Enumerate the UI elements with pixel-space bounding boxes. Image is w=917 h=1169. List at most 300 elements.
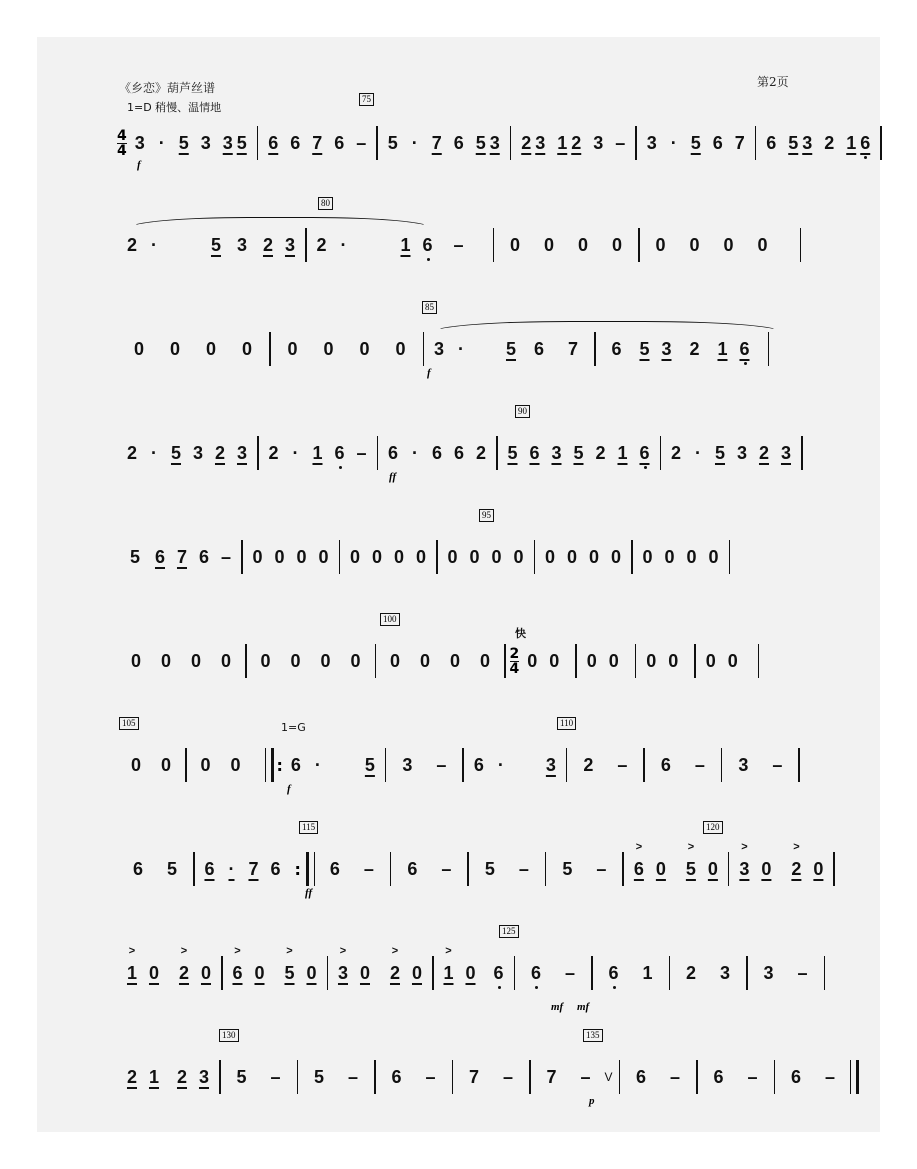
jianpu-note: 5 [236,1066,247,1087]
bar-number: 110 [557,717,576,730]
bar-line [758,644,760,678]
measure [344,541,432,573]
jianpu-note: 0 [200,754,211,775]
bar-line [257,436,259,470]
jianpu-note: 0 [220,650,231,671]
bar-line [306,852,315,886]
jianpu-note: – [797,962,808,983]
measure [628,853,724,885]
jianpu-note: 6 [329,858,340,879]
jianpu-note: 6 [290,132,301,153]
jianpu-note: 3 [593,132,604,153]
measure [726,749,794,781]
jianpu-note: > 6 [628,859,650,880]
bar-line [375,644,377,678]
bar-line [696,1060,698,1094]
jianpu-note: 0 [610,546,621,567]
measure [129,127,253,159]
jianpu-note: > 2 [785,859,807,880]
jianpu-note: 2 [758,442,769,463]
measure [649,749,717,781]
jianpu-note: 0 [757,234,768,255]
jianpu-note: 6 [198,546,209,567]
jianpu-note: 6 [453,442,464,463]
jianpu-note: 0 [287,338,298,359]
measure [665,437,797,469]
jianpu-note: 6 [391,1066,402,1087]
bar-number: 85 [422,301,437,314]
measure [227,957,323,989]
jianpu-note: 5 [129,546,140,567]
jianpu-note: > 1 [438,963,460,984]
bar-line [566,748,568,782]
jianpu-note: 6 [329,443,351,464]
bar-line [462,748,464,782]
jianpu-note: 0 [543,234,554,255]
bar-line [327,956,329,990]
measure [515,127,631,159]
bar-line [496,436,498,470]
jianpu-note: 2 [176,1066,187,1087]
measure [640,645,684,677]
jianpu-note: 0 [527,650,538,671]
bar-number: 95 [479,509,494,522]
jianpu-note: · [412,442,418,463]
bar-line [374,1060,376,1094]
jianpu-note: 0 [509,234,520,255]
measure [752,957,820,989]
jianpu-note: 0 [230,754,241,775]
jianpu-note: 0 [577,234,588,255]
bar-line [241,540,243,574]
jianpu-note: 1 [846,132,857,153]
bar-number: 90 [515,405,530,418]
jianpu-note: 7 [176,546,187,567]
dynamic-marking: ff [389,471,397,483]
bar-line [591,956,593,990]
jianpu-note: 3 [489,132,500,153]
jianpu-note: > 2 [384,963,406,984]
jianpu-note: 3 [192,442,203,463]
jianpu-note: – [441,858,452,879]
measure [641,127,751,159]
dynamic-marking: f [427,367,431,379]
jianpu-note: 5 [505,338,516,359]
jianpu-note: 0 [586,650,597,671]
jianpu-note: 7 [734,132,745,153]
measure [121,333,265,365]
jianpu-note: 0 [608,650,619,671]
score-title: 《乡恋》葫芦丝谱 [119,81,216,95]
bar-number: 75 [359,93,374,106]
bar-line [534,540,536,574]
jianpu-note: 0 [350,650,361,671]
jianpu-note: 6 [431,442,442,463]
dynamic-marking: mf [577,1001,590,1013]
bar-number: 120 [703,821,723,834]
bar-line [798,748,800,782]
jianpu-note: – [356,132,367,153]
jianpu-note: – [356,442,367,463]
measure [519,957,587,989]
bar-line [390,852,392,886]
bar-line [245,644,247,678]
measure [395,853,463,885]
jianpu-note: 5 [178,132,189,153]
jianpu-note: 3 [736,442,747,463]
jianpu-note: 6 [290,754,301,775]
jianpu-note: 0 [389,650,400,671]
jianpu-note: 0 [160,754,171,775]
jianpu-note: 0 [200,962,211,983]
jianpu-note: – [596,858,607,879]
jianpu-note: · [340,234,347,255]
jianpu-note: 0 [296,546,307,567]
jianpu-note: 0 [241,338,252,359]
jianpu-note: · [228,858,235,879]
jianpu-note: 0 [668,650,679,671]
jianpu-note: 3 [433,338,444,359]
jianpu-note: 6 [488,963,510,984]
bar-line [774,1060,776,1094]
jianpu-note: 1 [717,338,728,359]
jianpu-note: 0 [359,962,370,983]
bar-line [728,852,730,886]
jianpu-note: 0 [320,650,331,671]
bar-line [768,332,770,366]
bar-number: 80 [318,197,333,210]
bar-line [755,126,757,160]
bar-line [377,436,379,470]
jianpu-note: 0 [419,650,430,671]
jianpu-note: – [270,1066,281,1087]
jianpu-note: – [615,132,626,153]
bar-line [638,228,640,262]
jianpu-note: > 3 [733,859,755,880]
measure [550,853,618,885]
jianpu-note: 3 [780,442,791,463]
measure [263,437,373,469]
jianpu-note: 6 [854,133,876,154]
dynamic-marking: p [589,1095,595,1107]
measure [311,229,479,261]
jianpu-note: 5 [364,754,375,775]
jianpu-note: – [220,546,231,567]
jianpu-note: 0 [393,546,404,567]
measure [624,1061,692,1093]
jianpu-note: 0 [727,650,738,671]
measure [700,645,744,677]
bar-line [545,852,547,886]
jianpu-note: 6 [734,339,756,360]
jianpu-note: 2 [262,234,273,255]
jianpu-note: 3 [661,338,672,359]
jianpu-note: 6 [533,338,544,359]
jianpu-note: 1 [642,962,653,983]
jianpu-note: 5 [387,132,398,153]
measure [275,333,419,365]
jianpu-note: > 6 [227,963,249,984]
measure [382,437,492,469]
time-signature: 4 4 [117,127,127,159]
bar-line [219,1060,221,1094]
jianpu-note: 1 [557,132,568,153]
measure [380,1061,448,1093]
jianpu-note: 7 [468,1066,479,1087]
jianpu-note: – [617,754,628,775]
jianpu-note: – [518,858,529,879]
jianpu-note: 2 [571,132,582,153]
measure [121,437,253,469]
jianpu-note: 0 [148,962,159,983]
bar-line [436,540,438,574]
bar-line [635,126,637,160]
measure [498,229,634,261]
jianpu-note: 2 [521,132,532,153]
bar-line [575,644,577,678]
jianpu-note: 6 [597,963,631,984]
jianpu-note: – [694,754,705,775]
jianpu-note: 7 [431,132,442,153]
measure [121,853,189,885]
jianpu-note: > 2 [173,963,195,984]
jianpu-note: 3 [200,132,211,153]
jianpu-note: 3 [134,132,145,153]
bar-line [635,644,637,678]
jianpu-note: 2 [268,442,279,463]
jianpu-note: 2 [126,1066,137,1087]
measure [285,749,381,781]
jianpu-note: 1 [148,1066,159,1087]
measure [380,645,500,677]
jianpu-note: · [458,338,464,359]
jianpu-note: 7 [248,858,259,879]
jianpu-note: 2 [316,234,327,255]
jianpu-note: · [314,754,321,775]
jianpu-note: 0 [395,338,406,359]
jianpu-note: – [580,1066,591,1087]
time-signature: 2 4 [509,645,520,677]
jianpu-note: 5 [562,858,573,879]
jianpu-note: 2 [670,442,681,463]
bar-line [510,126,512,160]
jianpu-note: · [497,754,504,775]
jianpu-note: 2 [595,442,606,463]
jianpu-note: V [604,1070,613,1084]
measure [121,541,237,573]
jianpu-note: – [347,1066,358,1087]
jianpu-note: – [363,858,374,879]
measure [674,957,742,989]
jianpu-note: 5 [714,442,725,463]
bar-number: 100 [380,613,400,626]
jianpu-note: 6 [407,858,418,879]
jianpu-note: 0 [646,650,657,671]
jianpu-note: 6 [270,858,281,879]
jianpu-note: 7 [312,132,323,153]
bar-line [257,126,259,160]
measure [468,749,562,781]
bar-line [669,956,671,990]
bar-line [185,748,187,782]
jianpu-note: 0 [274,546,285,567]
bar-line [269,332,271,366]
jianpu-note: 0 [469,546,480,567]
key-change: 1=G [281,721,306,734]
bar-line [305,228,307,262]
jianpu-note: · [670,132,677,153]
bar-line [221,956,223,990]
jianpu-note: 6 [473,754,484,775]
measure [760,127,876,159]
jianpu-note: 0 [447,546,458,567]
bar-line [721,748,723,782]
bar-line [694,644,696,678]
measure [428,333,590,365]
measure [457,1061,525,1093]
measure [251,645,371,677]
jianpu-note: 5 [210,234,221,255]
bar-line [880,126,882,160]
jianpu-note: 0 [664,546,675,567]
jianpu-note: 0 [160,650,171,671]
dynamic-marking: ff [305,887,313,899]
jianpu-note: 3 [284,234,295,255]
jianpu-note: 0 [611,234,622,255]
jianpu-note: 0 [205,338,216,359]
measure [225,1061,293,1093]
jianpu-note: 6 [660,754,671,775]
jianpu-note: 0 [549,650,560,671]
jianpu-note: 3 [802,132,813,153]
jianpu-note: 6 [712,132,723,153]
jianpu-note: 3 [763,962,774,983]
jianpu-note: 3 [646,132,657,153]
jianpu-note: 1 [617,442,628,463]
jianpu-note: 3 [402,754,413,775]
measure [535,1061,615,1093]
jianpu-note: 0 [588,546,599,567]
jianpu-note: 5 [507,442,518,463]
measure [733,853,829,885]
jianpu-note: 3 [545,754,556,775]
jianpu-note: 7 [567,338,578,359]
jianpu-note: 2 [685,962,696,983]
jianpu-note: 3 [236,442,247,463]
bar-number: 105 [119,717,139,730]
jianpu-note: 6 [766,132,777,153]
jianpu-note: 6 [519,963,553,984]
jianpu-note: 6 [713,1066,724,1087]
jianpu-note: 0 [349,546,360,567]
jianpu-note: 0 [133,338,144,359]
measure [597,957,665,989]
bar-line [385,748,387,782]
bar-line [339,540,341,574]
bar-line [514,956,516,990]
jianpu-note: 6 [268,132,279,153]
measure [121,957,217,989]
jianpu-note: 6 [154,546,165,567]
jianpu-note: 5 [573,442,584,463]
measure [247,541,335,573]
jianpu-note: 0 [290,650,301,671]
jianpu-note: 0 [642,546,653,567]
measure [121,229,301,261]
jianpu-note: 0 [411,962,422,983]
bar-line [504,644,506,678]
jianpu-note: – [669,1066,680,1087]
dynamic-marking: f [287,783,291,795]
jianpu-note: – [436,754,447,775]
jianpu-note: 0 [323,338,334,359]
jianpu-note: 0 [813,858,824,879]
jianpu-note: · [411,132,418,153]
jianpu-note: 0 [655,234,666,255]
jianpu-note: > 5 [279,963,301,984]
jianpu-note: 6 [387,442,398,463]
measure [262,127,372,159]
jianpu-note: 0 [689,234,700,255]
jianpu-note: – [747,1066,758,1087]
jianpu-note: – [425,1066,436,1087]
jianpu-note: 6 [529,442,540,463]
jianpu-note: 0 [260,650,271,671]
jianpu-note: 5 [484,858,495,879]
jianpu-note: 0 [449,650,460,671]
bar-line [622,852,624,886]
measure [581,645,625,677]
bar-line [619,1060,621,1094]
bar-number: 125 [499,925,519,938]
jianpu-note: 0 [415,546,426,567]
page-number: 第2页 [757,75,789,89]
jianpu-note: 5 [788,132,799,153]
jianpu-note: – [453,234,464,255]
measure [442,541,530,573]
bar-line [529,1060,531,1094]
jianpu-note: 6 [790,1066,801,1087]
jianpu-note: 0 [252,546,263,567]
jianpu-note: – [502,1066,513,1087]
measure [539,541,627,573]
jianpu-note: 5 [639,338,650,359]
bar-line [493,228,495,262]
measure [438,957,510,989]
jianpu-note: 6 [611,338,622,359]
bar-number: 115 [299,821,318,834]
jianpu-note: 0 [190,650,201,671]
jianpu-note: 5 [690,132,701,153]
jianpu-note: · [151,442,157,463]
jianpu-note: – [824,1066,835,1087]
jianpu-note: 3 [236,234,247,255]
jianpu-note: 5 [166,858,177,879]
measure [191,749,251,781]
jianpu-note: · [695,442,701,463]
bar-line [660,436,662,470]
jianpu-note: – [564,962,575,983]
bar-line [467,852,469,886]
jianpu-note: > 3 [332,963,354,984]
jianpu-note: 5 [313,1066,324,1087]
jianpu-note: 6 [634,443,656,464]
dynamic-marking: f [137,159,141,171]
bar-line [631,540,633,574]
jianpu-note: 0 [318,546,329,567]
jianpu-note: 5 [236,132,247,153]
bar-line [833,852,835,886]
